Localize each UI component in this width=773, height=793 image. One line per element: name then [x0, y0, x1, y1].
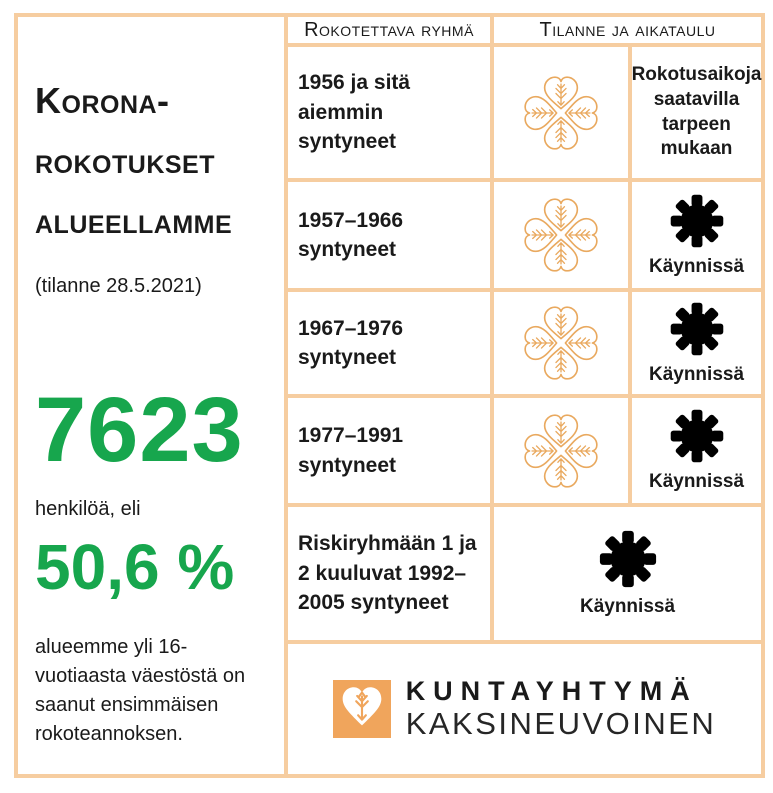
status-cell: [632, 182, 761, 288]
progress-cell: [494, 398, 628, 503]
gear-icon: [668, 407, 726, 465]
logo-line-2: KAKSINEUVOINEN: [405, 705, 717, 741]
gear-icon: [668, 192, 726, 250]
status-text: Rokotusaikoja saatavilla tarpeen mukaan: [632, 47, 761, 178]
status-cell: [632, 398, 761, 503]
heart-logo-icon: [333, 680, 391, 738]
status-text: Käynnissä: [648, 471, 745, 493]
logo-wordmark: [406, 677, 717, 741]
vaccination-table: [14, 13, 765, 778]
title-line-1: Korona-: [35, 80, 170, 121]
clover-progress-icon: [522, 196, 600, 274]
row-label-riskgroups: Riskiryhmään 1 ja 2 kuuluvat 1992–2005 syntyneet: [288, 507, 490, 640]
gear-icon: [597, 528, 659, 590]
progress-cell: [494, 182, 628, 288]
clover-progress-icon: [522, 74, 600, 152]
page-title: [35, 71, 272, 251]
clover-progress-icon: [522, 412, 600, 490]
vaccinated-percent: 50,6 %: [35, 531, 235, 603]
row-label-1967-1976: 1967–1976 syntyneet: [288, 292, 490, 394]
logo-line-1: KUNTAYHTYMÄ: [405, 676, 698, 707]
status-cell: [632, 292, 761, 394]
progress-cell: [494, 47, 628, 178]
heart-sprout-icon: [333, 680, 391, 738]
row-label-1957-1966: 1957–1966 syntyneet: [288, 182, 490, 288]
coverage-description: alueemme yli 16-vuotiaasta väestöstä on saanut ensimmäisen rokoteannoksen.: [35, 636, 246, 745]
vaccinated-count: 7623: [35, 379, 244, 481]
status-text: Käynnissä: [579, 596, 676, 618]
title-line-3: alueellamme: [35, 200, 233, 241]
progress-cell: [494, 292, 628, 394]
summary-panel: [18, 17, 284, 774]
gear-icon: [668, 300, 726, 358]
clover-progress-icon: [522, 304, 600, 382]
status-cell-merged: [494, 507, 761, 640]
status-text: Käynnissä: [648, 255, 745, 277]
status-date: (tilanne 28.5.2021): [35, 275, 202, 297]
count-caption: henkilöä, eli: [35, 498, 141, 520]
title-line-2: rokotukset: [35, 140, 215, 181]
column-header-status: Tilanne ja aikataulu: [494, 17, 761, 43]
row-label-1977-1991: 1977–1991 syntyneet: [288, 398, 490, 503]
column-header-group: Rokotettava ryhmä: [288, 17, 490, 43]
organization-logo: [288, 644, 761, 774]
row-label-1956: 1956 ja sitä aiemmin syntyneet: [288, 47, 490, 178]
status-text: Käynnissä: [648, 363, 745, 385]
